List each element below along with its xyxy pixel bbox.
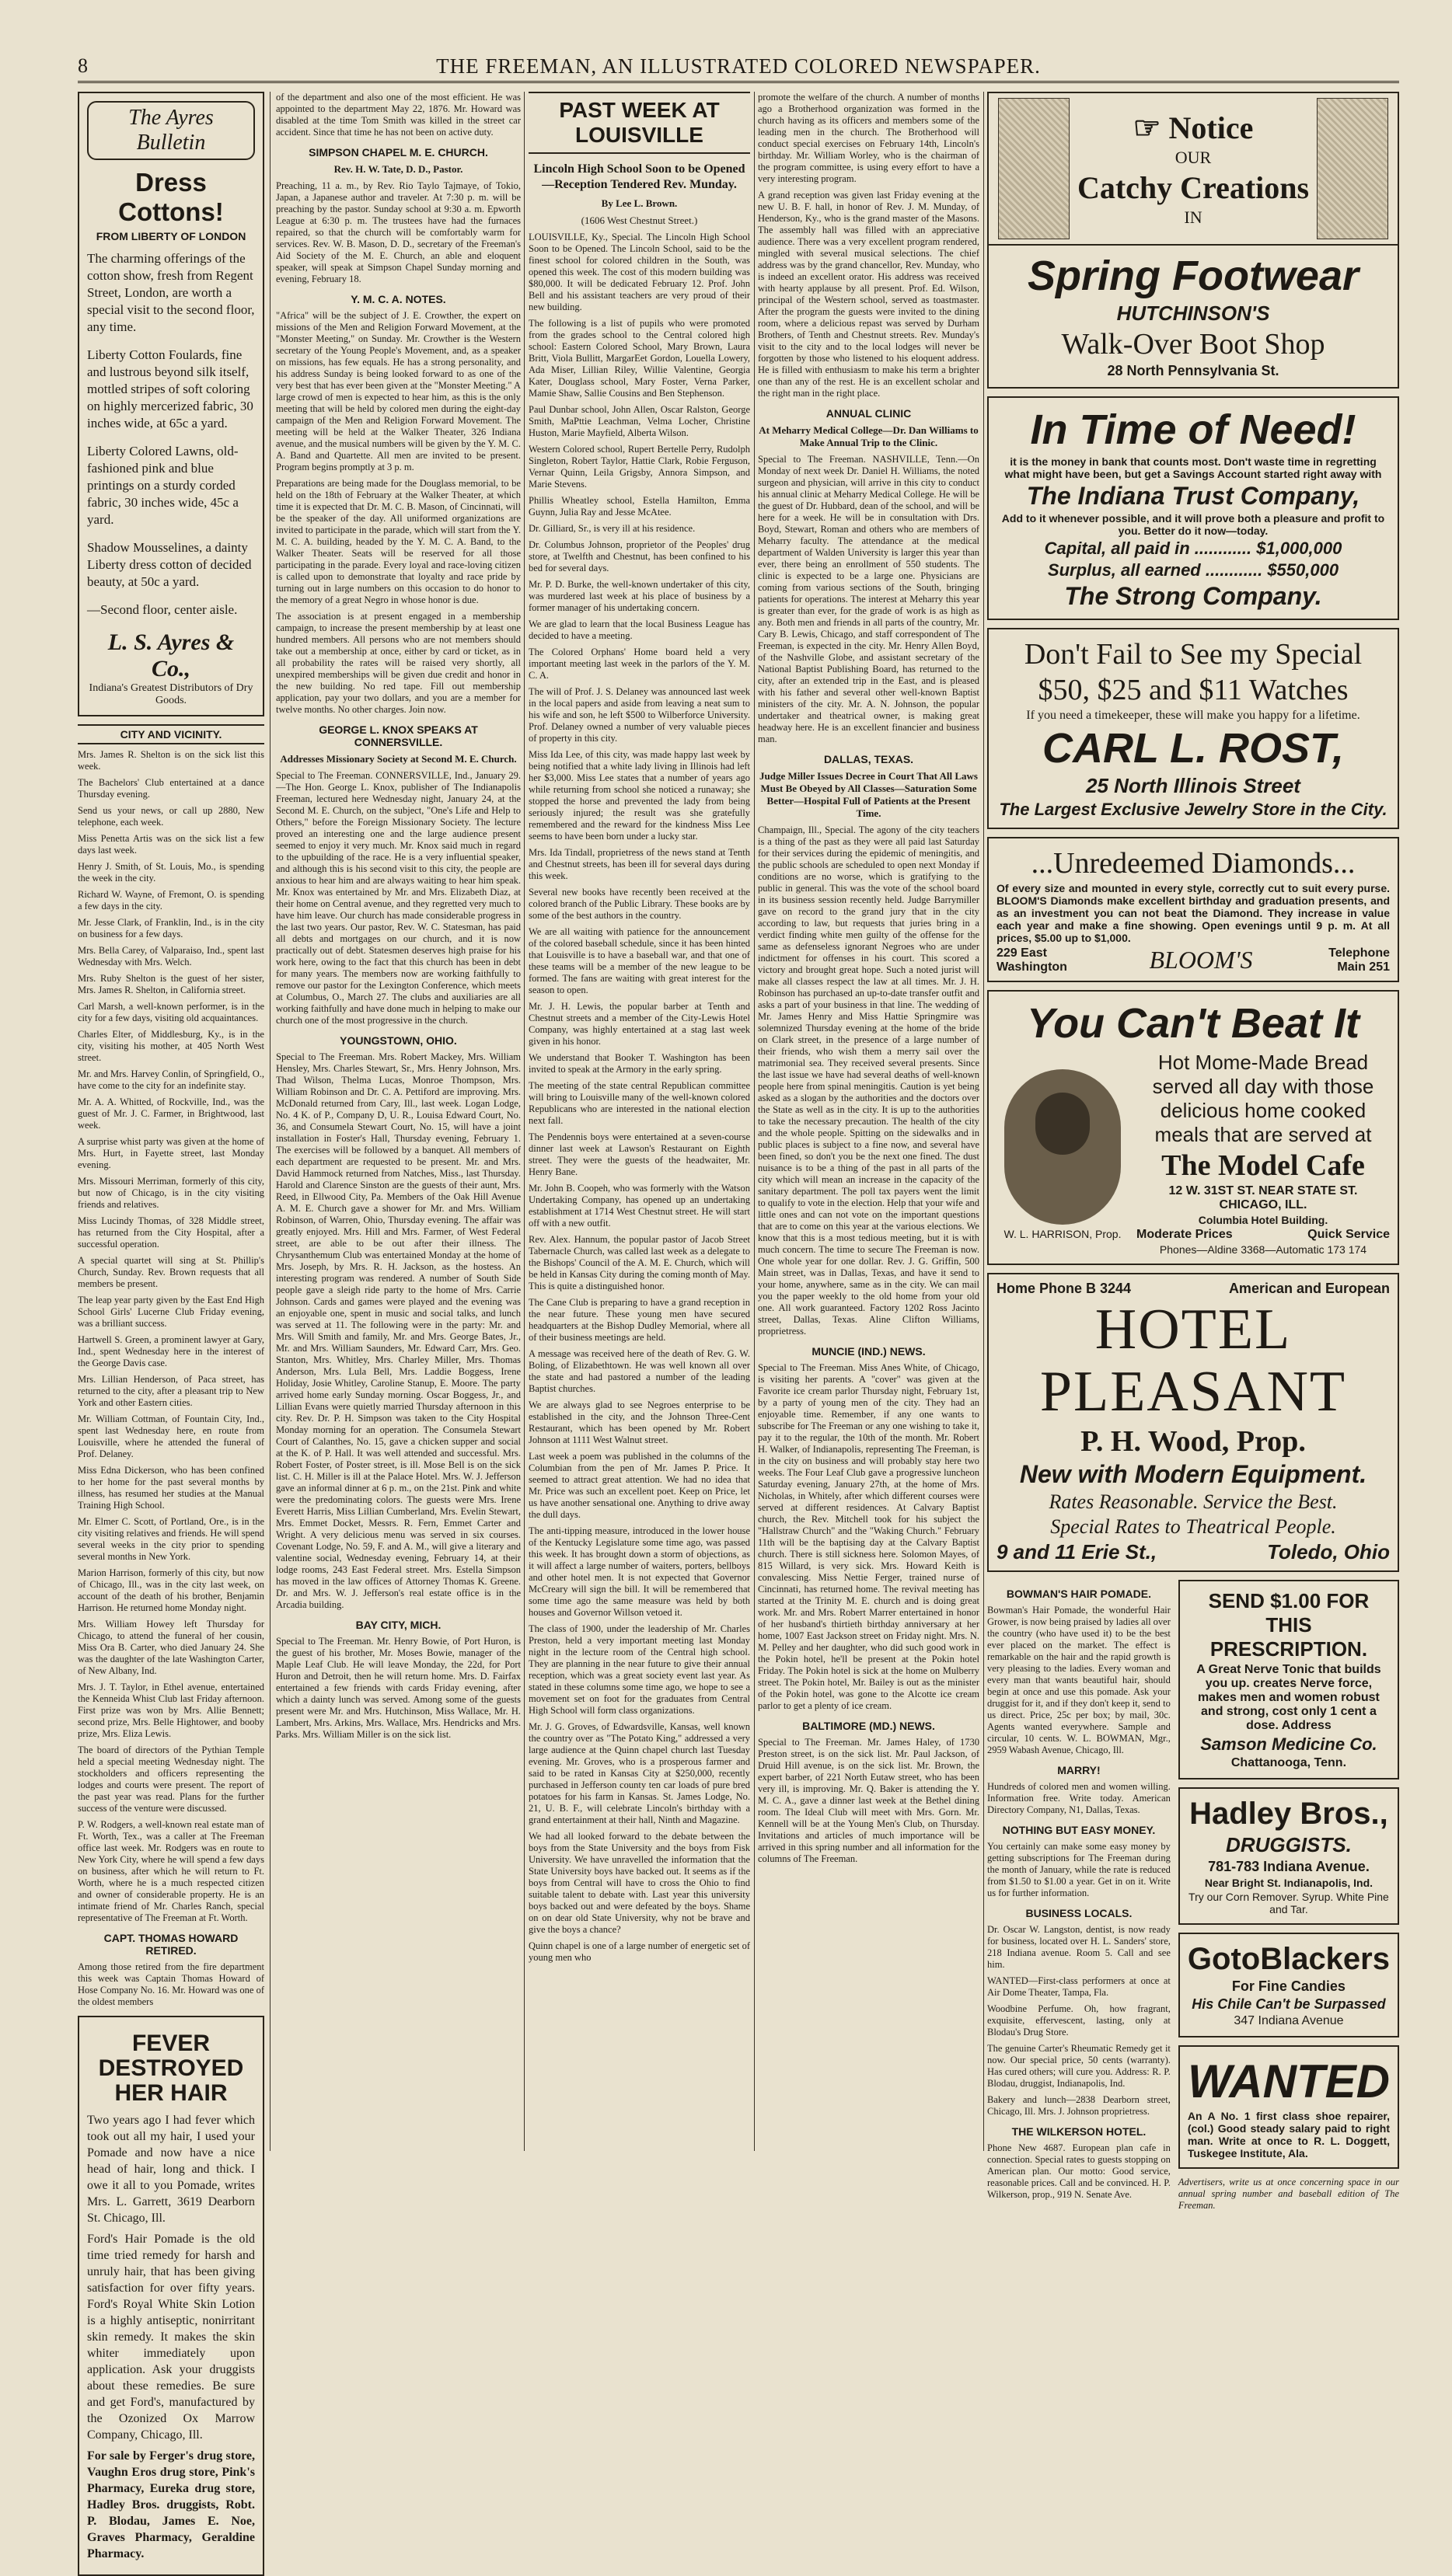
ad-headline: Spring Footwear <box>1027 253 1359 299</box>
article-text: Among those retired from the fire department this week was Captain Thomas Howard of Hose Company No. 16. Mr. Howard was one of the oldest members <box>78 1961 264 2007</box>
news-item: The Bachelors' Club entertained at a dance Thursday evening. <box>78 777 264 800</box>
column-3 <box>529 92 750 2151</box>
section-heading: CITY AND VICINITY. <box>78 724 264 744</box>
article-subheading: At Meharry Medical College—Dr. Dan Williams to Make Annual Trip to the Clinic. <box>759 424 979 448</box>
ad-text: The genuine Carter's Rheumatic Remedy get it now. Our special price, 50 cents (warranty). Has cured others; will cure you. Address: R. P. Blodau, druggist, Indianapolis, Ind. <box>987 2043 1171 2089</box>
news-item: Mrs. Ruby Shelton is the guest of her sister, Mrs. James R. Shelton, in California street. <box>78 973 264 995</box>
notice-word: Notice <box>1168 110 1254 145</box>
news-item: A message was received here of the death of Rev. G. W. Boling, of Elizabethtown. He was well known all over the state and had pastored a number of the leading Baptist churches. <box>529 1348 750 1394</box>
news-item: Several new books have recently been received at the colored branch of the Public Library. These books are by some of the best authors in the country. <box>529 887 750 921</box>
news-item: The following is a list of pupils who were promoted from the grades school to the Central colored high school: Eastern Colored School, Mary Brown, Laura Britt, Viola Bullitt, MargarEet Gordon, Louella Lowery, Ada Miser, Lillian Riley, Willie Valentine, Georgia Kater, Douglass school, Mary Foster, Verna Parker, Mamie Shaw, Sallie Cousins and Ben Stephenson. <box>529 318 750 399</box>
article-heading: SIMPSON CHAPEL M. E. CHURCH. <box>309 146 488 159</box>
news-item: Mr. William Cottman, of Fountain City, Ind., spent last Wednesday here, en route from Louisville, where he attended the funeral of Prof. Delaney. <box>78 1413 264 1459</box>
column-rule <box>270 92 271 2151</box>
ad-line: Don't Fail to See my Special <box>1024 638 1363 671</box>
news-item: Rev. Alex. Hannum, the popular pastor of Jacob Street Tabernacle Church, was called last week as a delegate to the Bishops' Council of the A. M. E. Church, which will be held in Kansas City during the coming month of May. This is quite a distinguished honor. <box>529 1234 750 1291</box>
news-item: We had all looked forward to the debate between the boys from the State University and the boys from Fisk University. We have unravelled the information that the State University boys have backed out. It seems as if the boys from Central will have to cross the Ohio to find suitable talent to debate with. Last year this university boys backed out and were defeated by the boys. Shame on on dear old State University, why not be brave and give the boys a chance? <box>529 1831 750 1935</box>
article-text: Special to The Freeman. Miss Anes White, of Chicago, is visiting her parents. A "cover" was given at the Favorite ice cream parlor Thursday night, February 1st, by a party of young men of the city. They had an enjoyable time. Remember, if any one wants to subscribe for The Freeman or any one wishing to take it, pay it to the regular, the 10th of the month. Mr. Robert H. Walker, of Indianapolis, representing The Freeman, is in the city on business and will probably stay here two weeks. The Four Leaf Club gave a progressive luncheon Saturday evening, January 27th, at the home of Mrs. Nicholas, in Whitely, after which different courses were served at different residences. At Calvary Baptist church, the Rev. Mitchell took for his subject the "Hallstraw Church" and the "Waking Church." February 11th will be the baptising day at the Calvary Baptist church. There is still sickness here. Solomon Mayes, of 815 Willard, is very sick. Mrs. Howard Keith is convalescing. Miss Nettie Ferger, trained nurse of Cincinnati, has returned home. The revival meeting has started at the Trinity M. E. church and is doing great work. Mr. and Mrs. Robert Marrer entertained in honor of her husband's thirtieth birthday anniversary at her home, 1007 East Jackson street on Friday night. Mrs. N. M. Pelley and her daughter, who did such good work in the Pokin hotel, he'll be present at the Pokin hotel Friday. The Pokin hotel is sick at the home on Mulberry street. The Pokin hotel, Mr. Bailey is out as the minister of the Pokin hotel, was gone to the Alcotte ice cream parlor to get a plenty of ice cream. <box>758 1362 979 1711</box>
blackers-candies-ad <box>1178 1933 1399 2037</box>
news-item: A surprise whist party was given at the home of Mrs. Hurt, in Fayette street, last Monday evening. <box>78 1136 264 1170</box>
fever-paragraph: Ford's Hair Pomade is the old time tried remedy for harsh and unruly hair, that has been giving satisfaction for over fifty years. Ford's Royal White Skin Lotion is a highly antiseptic, nonirritant skin remedy. It makes the skin whiter immediately upon application. Ask your druggists about these remedies. Be sure and get Ford's, manufactured by the Ozonized Ox Marrow Company, Chicago, Ill. <box>87 2233 255 2442</box>
article-text: The association is at present engaged in a membership campaign, to increase the present membership by at least one hundred members. All persons who are not members should take out a membership at once, either by card or ticket, as in all probability the rates will be raised very shortly, all unexpired memberships will be given due credit and honor in the new building. No red tape. Fill out membership application, pay your two dollars, and you are a member for twelve months. No other charges. Join now. <box>276 611 521 715</box>
ayres-paragraph: The charming offerings of the cotton show, fresh from Regent Street, London, are worth a special visit to the second floor, any time. <box>87 251 255 334</box>
ad-line: The Largest Exclusive Jewelry Store in the City. <box>999 800 1387 819</box>
news-item: Dr. Columbus Johnson, proprietor of the Peoples' drug store, at Twelfth and Chestnut, has been confined to his bed for several days. <box>529 539 750 573</box>
news-item: Mrs. Missouri Merriman, formerly of this city, but now of Chicago, is in the city visiting friends and relatives. <box>78 1176 264 1210</box>
news-item: Paul Dunbar school, John Allen, Oscar Ralston, George Smith, MaPttie Leachman, Velma Locher, Christine Huston, Marie Mayfield, Alberta Wilson. <box>529 404 750 438</box>
ad-text: Hundreds of colored men and women willing. Information free. Write today. American Directory Company, N1, Dallas, Texas. <box>987 1781 1171 1815</box>
ad-line: Surplus, all earned ............ $550,000 <box>1047 560 1339 580</box>
proprietor-portrait <box>1004 1069 1121 1225</box>
louisville-headline: PAST WEEK AT LOUISVILLE <box>529 92 750 154</box>
article-heading: Y. M. C. A. NOTES. <box>351 293 446 305</box>
samson-medicine-ad <box>1178 1580 1399 1779</box>
article-heading: DALLAS, TEXAS. <box>823 753 914 765</box>
proprietor-name: W. L. HARRISON, Prop. <box>1003 1228 1122 1240</box>
proprietor-portrait-block <box>997 1066 1129 1240</box>
ad-address: 781-783 Indiana Avenue. <box>1208 1859 1370 1874</box>
article-text: Special to The Freeman. Mr. James Haley, of 1730 Preston street, is on the sick list. Mr. Paul Jackson, of Druid Hill avenue, is on the sick list. Mr. Brown, the expert barber, of 221 North Eutaw street, who has been very ill, is improving. Mr. Q. Baker is attending the Y. M. C. A., gave a dinner last week at the Bethel dining room. The Ideal Club will meet with Mrs. Gorn. Mr. Kennell will be at the Young Men's Club, on Thursday. Invitations and articles of much importance will be arrived in this spring number and all information for the columns of The Freeman. <box>758 1737 979 1864</box>
ad-line: An A No. 1 first class shoe repairer, (col.) Good steady salary paid to right man. Write at once to R. L. Doggett, Tuskegee Institute, Ala. <box>1187 2110 1390 2159</box>
news-item: Western Colored school, Rupert Bertelle Perry, Rudolph Singleton, Robert Taylor, Hattie Clark, Robie Ferguson, Vernar Quinn, Leila Grigsby, Annora Simpson, and Marie Stevens. <box>529 444 750 490</box>
ad-line: His Chile Can't be Surpassed <box>1192 1996 1386 2012</box>
news-item: The anti-tipping measure, introduced in the lower house of the Kentucky Legislature some time ago, was passed this week. It has brought down a storm of objections, as it will affect a large number of waiters, porters, bellboys and other hotel men. It is not expected that Governor McCreary will sign the bill. It will be remembered that some time ago the same measure was held by both houses and Governor Willson vetoed it. <box>529 1525 750 1618</box>
ad-line: The Model Cafe <box>1161 1149 1365 1182</box>
ad-address: Chattanooga, Tenn. <box>1230 1756 1347 1769</box>
ad-phone: Telephone Main 251 <box>1328 946 1390 974</box>
article-text: Special to The Freeman. NASHVILLE, Tenn.—On Monday of next week Dr. Daniel H. Williams, the noted surgeon and physician, will arrive in this city to conduct his annual clinic at Meharry Medical College. He will be the guest of Dr. Hubbard, dean of the school, and will be here for a week. He will be in consultation with Drs. Boyd, Stewart, Roman and others who are members of Meharry faculty. The attendance at the medical department of Walden University is larger this year than ever, there being an enrollment of 550 students. The clinic is expected to be a large one. Physicians are coming from various sections of the South, bringing patients for operations. The interest at Meharry this year is greater than ever, for the grade of work is as high as any. Both men and friends in all parts of the country, Mr. Cary B. Lewis, Chicago, and staff correspondent of The Freeman, is expected in the city. Mr. Henry Allen Boyd, of the Nashville Globe, and assistant secretary of the National Baptist Publishing Board, has returned to the city, after an extended trip in the East, and is pleased with his father and several other well-known Baptist ministers of the city. Mr. A. N. Johnson, the popular undertaker and theatrical owner, is making great headway here. He is an excellent financier and business man. <box>758 454 979 744</box>
ad-line: $50, $25 and $11 Watches <box>1038 674 1349 706</box>
column-rule <box>754 92 755 2151</box>
ad-line: Quick Service <box>1307 1228 1390 1241</box>
ad-line: Rates Reasonable. Service the Best. <box>1049 1490 1338 1513</box>
hutchinson-footwear-ad <box>987 92 1399 246</box>
masthead <box>78 50 1399 83</box>
news-item: The Cane Club is preparing to have a grand reception in the near future. These young men have secured headquarters at the Bishop Dudley Memorial, where all of their business meetings are held. <box>529 1297 750 1343</box>
news-item: P. W. Rodgers, a well-known real estate man of Ft. Worth, Tex., was a caller at The Freeman office last week. Mr. Rodgers was en route to New York City, where he will spend a few days on business, after which he will return to Ft. Worth, where he is a much respected citizen and owner of considerable property. He is an intimate friend of Mr. Charles Ranch, special representative of The Freeman at Ft. Worth. <box>78 1819 264 1923</box>
ad-text: Dr. Oscar W. Langston, dentist, is now ready for business, located over H. L. Sanders' store, 218 Indiana avenue. Room 5. Call and see him. <box>987 1924 1171 1970</box>
article-heading: BAY CITY, MICH. <box>355 1619 442 1631</box>
ayres-advertisement <box>78 92 264 716</box>
ad-address: 25 North Illinois Street <box>1086 774 1300 797</box>
ad-heading: NOTHING BUT EASY MONEY. <box>1002 1824 1156 1836</box>
ad-headline: GotoBlackers <box>1187 1942 1390 1976</box>
fashion-figure-illustration <box>998 98 1070 239</box>
ad-line: If you need a timekeeper, these will make you happy for a lifetime. <box>1026 709 1360 722</box>
news-item: Mrs. Bella Carey, of Valparaiso, Ind., spent last Wednesday with Mrs. Welch. <box>78 945 264 967</box>
ad-address: 229 East Washington <box>997 946 1067 974</box>
article-text: Preaching, 11 a. m., by Rev. Rio Taylo Tajmaye, of Tokio, Japan, a Japanese author and traveler. At 7:30 p. m. will be preaching by the pastor. Sunday school at 9:30 a. m. Epworth League at 6:30 p. m. The trustees have had the furnaces repaired, so that the church will be comfortably warm for services. Rev. W. B. Mason, D. D., secretary of the Freeman's Aid Society of the M. E. Church, an able and eloquent speaker, will speak at Simpson Chapel Sunday morning and evening, February 18. <box>276 180 521 284</box>
ad-headline: CARL L. ROST, <box>1042 725 1344 772</box>
ad-line: IN <box>1184 207 1202 227</box>
column-2 <box>276 92 521 2151</box>
news-item: The class of 1900, under the leadership of Mr. Charles Preston, held a very important meeting last Monday night in the lecture room of the Central high school. They are planning in the near future to give their annual reception, which was a great society event last year. As stated in these columns some time ago, we hope to see a movement set on foot for the graduates from Central High School will form class organizations. <box>529 1623 750 1716</box>
ayres-signature: L. S. Ayres & Co., <box>107 629 235 681</box>
ad-line: The Strong Company. <box>1064 582 1322 610</box>
ad-address: 347 Indiana Avenue <box>1234 2014 1344 2027</box>
news-item: Last week a poem was published in the columns of the Columbian from the pen of Mr. James P. Price. It seemed to attract great attention. We had no idea that Mr. Price was such an excellent poet. Keep on Price, let us have another sensational one. Anything to drive away the dull days. <box>529 1451 750 1520</box>
carl-rost-ad <box>987 628 1399 829</box>
ayres-subhead: FROM LIBERTY OF LONDON <box>96 230 246 242</box>
ad-text: WANTED—First-class performers at once at Air Dome Theater, Tampa, Fla. <box>987 1975 1171 1998</box>
model-cafe-ad <box>987 990 1399 1265</box>
ayres-paragraph: —Second floor, center aisle. <box>87 602 238 617</box>
indiana-trust-ad <box>987 396 1399 620</box>
blooms-logo: BLOOM'S <box>1149 946 1253 974</box>
news-item: The Colored Orphans' Home board held a very important meeting last week in the parlors of the Y. M. C. A. <box>529 647 750 681</box>
ad-headline: ...Unredeemed Diamonds... <box>1031 847 1356 880</box>
news-item: Mrs. J. T. Taylor, in Ethel avenue, entertained the Kenneida Whist Club last Friday afternoon. First prize was won by Mrs. Allie Bennett; second prize, Mrs. Belle Hightower, and booby prize, Mrs. Eliza Lewis. <box>78 1682 264 1739</box>
news-item: Mrs. James R. Shelton is on the sick list this week. <box>78 749 264 772</box>
news-item: The Pendennis boys were entertained at a seven-course dinner last week at Lawson's Restaurant on Eighth street. They were the guests of the headwaiter, Mr. Henry Bane. <box>529 1131 750 1177</box>
notice-heading: ☞ Notice <box>1133 110 1254 145</box>
louisville-subheading: Lincoln High School Soon to be Opened—Reception Tendered Rev. Munday. <box>533 162 745 191</box>
ad-text: Phone New 4687. European plan cafe in connection. Special rates to guests stopping on American plan. Our motto: Good service, reasonable prices. Call and be convinced. H. P. Wilkerson, prop., 919 N. Senate Ave. <box>987 2142 1171 2200</box>
news-item: Mrs. William Howey left Thursday for Chicago, to attend the funeral of her cousin, Miss Ora B. Carter, who died January 24. She was the daughter of the late Washington Carter, of New Albany, Ind. <box>78 1619 264 1676</box>
hadley-bros-ad <box>1178 1787 1399 1925</box>
blooms-diamonds-ad <box>987 837 1399 982</box>
news-item: Mr. Elmer C. Scott, of Portland, Ore., is in the city visiting relatives and friends. He will spend several weeks in the city prior to spending several months in New York. <box>78 1516 264 1562</box>
ad-text: Bowman's Hair Pomade, the wonderful Hair Grower, is now being praised by ladies all over the country (who have used it) to be the best ever placed on the market. The effect is remarkable on the hair and the rapid growth is very pleasing to the ladies. Every woman and every man that wants beautiful hair, should begin at once and use this pomade. Ask your druggist for it, and if they don't keep it, send to us direct. Price, 25c per box; by mail, 30c. Agents wanted everywhere. Sample and circular, 10 cents. W. L. BOWMAN, Mgr., 2959 Wabash Avenue, Chicago, Ill. <box>987 1605 1171 1755</box>
article-text: Special to The Freeman. Mr. Henry Bowie, of Port Huron, is the guest of his brother, Mr. Moses Bowie, manager of the Maple Leaf Club. He will leave Monday, the 22d, for Port Huron and Detroit, then he will return home. Mrs. D. Fairfax entertained a few friends with cards Friday evening, after which a dainty lunch was served. Among some of the guests present were Mr. and Mrs. Hutchinson, Miss Wallace, Mr. H. Lambert, Mrs. Arkins, Mrs. Wallace, Mrs. Hendricks and Mrs. Parks. Mrs. William Miller is on the sick list. <box>276 1636 521 1740</box>
ayres-headline: Dress Cottons! <box>118 168 224 226</box>
classified-right-column <box>1178 1580 1399 2216</box>
ad-line: Try our Corn Remover. Syrup. White Pine and Tar. <box>1188 1891 1389 1915</box>
ad-line: Moderate Prices <box>1136 1228 1233 1241</box>
news-item: LOUISVILLE, Ky., Special. The Lincoln High School Soon to be Opened. The Lincoln School, said to be the finest school for colored children in the South, was opened this week. The cost of this modern building was $80,000. It will be dedicated February 12. Prof. John Bell and his assistant teachers are very proud of their new building. <box>529 232 750 312</box>
news-item: Phillis Wheatley school, Estella Hamilton, Emma Guynn, Julia Ray and Jesse McAtee. <box>529 495 750 518</box>
ad-heading: BUSINESS LOCALS. <box>1025 1907 1133 1919</box>
column-4 <box>758 92 979 2151</box>
ad-phone: Phones—Aldine 3368—Automatic 173 174 <box>1159 1243 1367 1256</box>
cafe-content <box>997 1049 1390 1257</box>
news-item: Quinn chapel is one of a large number of energetic set of young men who <box>529 1940 750 1963</box>
ad-line: The Indiana Trust Company, <box>1026 482 1360 510</box>
ad-line: Columbia Hotel Building. <box>1198 1214 1328 1226</box>
ad-line: For Fine Candies <box>1231 1978 1346 1994</box>
news-item: Carl Marsh, a well-known performer, is in the city for a few days, visiting old acquaintances. <box>78 1001 264 1023</box>
ayres-paragraph: Shadow Mousselines, a dainty Liberty dress cotton of decided beauty, at 50c a yard. <box>87 540 252 589</box>
ad-headline: SEND $1.00 FOR THIS PRESCRIPTION. <box>1208 1589 1370 1661</box>
louisville-news-list <box>529 232 750 1964</box>
ad-heading: MARRY! <box>1057 1764 1101 1776</box>
ad-headline: Hadley Bros., <box>1189 1797 1388 1831</box>
ad-text: Bakery and lunch—2838 Dearborn street, Chicago, Ill. Mrs. J. Johnson proprietress. <box>987 2094 1171 2117</box>
ad-line: New with Modern Equipment. <box>1019 1460 1367 1488</box>
advertisers-notice: Advertisers, write us at once concerning space in our annual spring number and baseball edition of The Freeman. <box>1178 2177 1399 2211</box>
byline: By Lee L. Brown. <box>601 197 678 209</box>
news-item: Dr. Gilliard, Sr., is very ill at his residence. <box>529 523 696 534</box>
classified-ads-grid <box>987 1580 1399 2216</box>
news-item: We are glad to learn that the local Business League has decided to have a meeting. <box>529 619 750 641</box>
ad-heading: BOWMAN'S HAIR POMADE. <box>1006 1588 1151 1600</box>
ad-line: Of every size and mounted in every style, correctly cut to suit every purse. BLOOM'S Diamonds make excellent birthday and graduation presents, and as an investment you can not beat the Diamond. They increase in value each year and make a fine showing. Open evenings until 9 p. m. At all prices, $5.00 up to $1,000. <box>997 882 1390 944</box>
news-item: The leap year party given by the East End High School Girls' Lucerne Club Friday evening, was a brilliant success. <box>78 1295 264 1329</box>
city-news-list <box>78 749 264 1924</box>
fever-paragraph: For sale by Ferger's drug store, Vaughn Eros drug store, Pink's Pharmacy, Eureka drug store, Hadley Bros. druggists, Robt. P. Blodau, James E. Noe, Graves Pharmacy, Geraldine Pharmacy. <box>87 2449 255 2560</box>
hotel-pleasant-ad <box>987 1273 1399 1572</box>
ad-line: Samson Medicine Co. <box>1200 1734 1377 1754</box>
news-item: Hartwell S. Green, a prominent lawyer at Gary, Ind., spent Wednesday here in the interest of the George Davis case. <box>78 1334 264 1368</box>
ad-line: HUTCHINSON'S <box>1116 302 1270 325</box>
news-item: Mr. A. A. Whitted, of Rockville, Ind., was the guest of Mr. J. C. Farmer, in Brightwood, last week. <box>78 1096 264 1131</box>
article-text: Champaign, Ill., Special. The agony of the city teachers is a thing of the past as they were all paid last Saturday for their services during the epidemic of meningitis, and the public schools are scheduled to open next Monday if conditions are no worse, which is gratifying to the public in general. This was the vote of the school board in its business session recently held. Judge Barrymiller gave on record to the grand jury that in the city according to law, but requests that juries bring in a verdict finding white men guilty of the offense for the same as defenseless ignorant Negroes who are under indictment for offenses in his court. This scored a victory and brought great hope. Such a noted jurist will make all classes respect the law at all times. Mr. J. H. Robinson has purchased an up-to-date transfer outfit and asks a part of your business in that line. The wedding of Mr. James Henry and Miss Hattie Springmire was solemnized Thursday evening at the home of the bride on Clark street, in the presence of a large number of their friends, who wish them a merry sail over the matrimonial sea. They received several presents. Since the last issue we have had several deaths of well-known people here from spinal meningitis. Caution is yet being asked as a slogan by the authorities and the doctors over the State as well as in the city. It is up to the authorities to take the necessary precaution. The health of the city and the whole people. Spitting on the sidewalks and in public places is subject to a fine now, and several have been fined, so don't you be the next one fined. The dust nuisance is to be a thing of the past in all parts of the city which will mean an increase in the capacity of the sanitary department. The poll tax payers went the limit to qualify to vote in the election. Help that your wife and little ones and can not vote on the important questions that are to come on this year at the various elections. We know that this is a most tedious meeting, but it is with much concern. The time to secure The Freeman is now. One whole year for one dollar. Rev. J. G. Griffin, 500 Main street, was in Dallas, Texas, and have it send to your home, anywhere, same as in the city. We can mail you the paper weekly to the old home from your old one. All work guaranteed. Factory 1202 Ross Jacinto street, Dallas, Texas. Aline Clifton Williams, proprietress. <box>758 824 979 1337</box>
ad-line: Hot Mome-Made Bread served all day with those delicious home cooked meals that are served at <box>1152 1051 1374 1146</box>
ayres-paragraph: Liberty Cotton Foulards, fine and lustrous beyond silk itself, mottled stripes of soft coloring on highly mercerized fabric, 30 inches wide, at 65c a yard. <box>87 347 253 430</box>
news-item: Mr. J. H. Lewis, the popular barber at Tenth and Chestnut streets and a member of the City-Lewis Hotel Company, was highly entertained at a stag last week given in his honor. <box>529 1001 750 1047</box>
fashion-figure-illustration <box>1317 98 1388 239</box>
ad-line: P. H. Wood, Prop. <box>1080 1425 1306 1458</box>
article-heading: CAPT. THOMAS HOWARD RETIRED. <box>103 1932 239 1957</box>
ad-headline: In Time of Need! <box>1030 406 1356 453</box>
article-text: A grand reception was given last Friday evening at the new U. B. F. hall, in honor of Rev. J. M. Munday, of Henderson, Ky., who is the grand master of the Masons. The assembly hall was filled with an appreciative audience. There was a very excellent program rendered, mingled with several musical selections. The chief address was by the grand chancellor, Rev. Munday, who is indeed an excellent orator. His address was received with hearty applause by all present. Prof. Ed. Wilson, principal of the Western school, served as toastmaster. After the program the guests were invited to the dining room, where a delicious repast was served by Durham Brothers, of Tenth and Chestnut streets. Rev. Munday's visit to the city and to the local lodges will never be forgotten by those who listened to his eloquent address. He is filled with enthusiasm to make his term a brighter one than any of the rest. He is an excellent scholar and the right man in the right place. <box>758 190 979 399</box>
news-item: Miss Edna Dickerson, who has been confined to her home for the past several months by illness, has resumed her studies at the Manual Training High School. <box>78 1465 264 1511</box>
news-item: We are always glad to see Negroes enterprise to be established in the city, and the Johnson Three-Cent Restaurant, which has been opened by Mr. Robert Johnson at 1111 West Walnut street. <box>529 1400 750 1445</box>
classified-left-column <box>987 1580 1171 2216</box>
byline-address: (1606 West Chestnut Street.) <box>581 214 698 226</box>
ad-line: Add to it whenever possible, and it will prove both a pleasure and profit to you. Better do it now—today. <box>1001 512 1385 537</box>
article-subheading: Addresses Missionary Society at Second M. E. Church. <box>280 753 517 765</box>
article-heading: GEORGE L. KNOX SPEAKS AT CONNERSVILLE. <box>319 723 478 748</box>
ad-headline: WANTED <box>1187 2055 1390 2107</box>
ad-line: Capital, all paid in ............ $1,000,000 <box>1044 539 1342 558</box>
news-item: Mr. John B. Coopeh, who was formerly with the Watson Undertaking Company, has opened up an undertaking establishment at 1714 West Chestnut street. He will start off with a new outfit. <box>529 1183 750 1229</box>
article-text: "Africa" will be the subject of J. E. Crowther, the expert on missions of the Men and Religion Forward Movement, at the "Monster Meeting," on Sunday. Mr. Crowther is the Western secretary of the Young People's Movement, and, as a speaker on missions, has few equals. He has a strong personality, and his address Sunday is being looked forward to as one of the very best that has ever been given at the "Monster Meeting." A large crowd of men is expected to hear him, as this is the only meeting that will be held by colored men during the eight-day campaign of the Men and Religion Forward Movement. The meeting will be held at the Walker Theater, 326 Indiana avenue, and the musical numbers will be given by the Y. M. C. A. Band and Quartette. All men are invited to be present. Program begins promptly at 3 p. m. <box>276 310 521 472</box>
article-text: Special to The Freeman. CONNERSVILLE, Ind., January 29.—The Hon. George L. Knox, publisher of The Indianapolis Freeman, lectured here Wednesday night, January 24, at the Second M. E. Church, on the subject, "One's Life and Help to Others," before the Foreign Missionary Society. The lecture proved an interesting one and the large audience present seemed to enjoy it very much. Mr. Knox said much in regard to the upbuilding of the race. He is a very influential speaker, and although this is his second visit to this city, the people are anxious to hear him and are always waiting to hear him speak. Mr. Knox was entertained by Mr. and Mrs. Elizabeth Diaz, at their home on Central avenue, and they regretted very much to have him leave. Our church has made considerable progress in the last two years. Our pastor, Rev. W. C. Statesman, has paid all debts and mortgages on our church, and it is now practically out of debt. Statesmen deserves high praise for his work here, owing to the fact that this church has been in debt for many years. The members now are working faithfully to remove our pastor for the Lexington Conference, which meets at Columbus, O., March 27. The clubs and auxiliaries are all working faithfully and have done much in helping to make our church one of the most progressive in the church. <box>276 770 521 1026</box>
article-heading: ANNUAL CLINIC <box>825 407 912 420</box>
fever-advertisement <box>78 2016 264 2576</box>
ayres-paragraph: Liberty Colored Lawns, old-fashioned pink and blue printings on a sturdy corded fabric, 30 inches wide, 45c a yard. <box>87 444 239 527</box>
ad-text: Woodbine Perfume. Oh, how fragrant, exquisite, effervescent, lasting, only at Blodau's Drug Store. <box>987 2003 1171 2037</box>
ad-phone: Home Phone B 3244 <box>997 1281 1132 1296</box>
column-1 <box>78 92 264 2560</box>
news-item: Mrs. Ida Tindall, proprietress of the news stand at Tenth and Chestnut streets, has been ill for several days during this week. <box>529 847 750 881</box>
ad-line: it is the money in bank that counts most. Don't waste time in regretting what might have been, but get a Savings Account started right away with <box>1004 455 1382 480</box>
news-item: Charles Elter, of Middlesburg, Ky., is in the city, visiting his mother, at 405 North West street. <box>78 1029 264 1063</box>
article-text: Special to The Freeman. Mrs. Robert Mackey, Mrs. William Hensley, Mrs. Charles Stewart, Sr., Mrs. Henry Johnson, Mrs. Thad Wilson, Thelma Lucas, Monroe Thompson, Mrs. William Robinson and Dr. C. A. Pettiford are improving. Mrs. McDonald returned from Cary, Ill., last week. Logan Lodge, No. 4 K. of P., Company D, U. R., Louisa Edward Court, No. 36, and Consumela Stewart Court, No. 15, will have a joint installation in Foster's Hall, Thursday evening, February 1. The exercises will be followed by a banquet. All members of each department are requested to be present. Mr. and Mrs. David Hammock returned from Natches, Miss., last Thursday. Harold and Clarence Sinston are the guests of their aunt, Mrs. Reed, in Ellwood City, Pa. Members of the Oak Hill Avenue A. M. E. Church gave a shower for Mr. and Mrs. William Robinson, of Warren, Ohio, Thursday evening. The affair was greatly enjoyed. Mrs. Hill and Mrs. Farmer, of West Federal street, are able to be out after their illness. The Chrysanthemum Club was entertained Monday at the home of Mrs. Joseph, by Mrs. R. H. Jackson, as the hostess. An interesting program was rendered. A number of South Side people gave a sleigh ride party to the home of Mrs. Carrie Johnson. Cards and games were played and the evening was an enjoyable one, spent in music and social talks, and lunch was served at 11. The following were in the party: Mr. and Mrs. Will Smith and family, Mr. and Mrs. George Bates, Jr., Mr. and Mrs. William Saunders, Mr. Edward Carr, Mrs. Geo. Stanton, Mrs. Whitley, Mrs. Charley Miller, Mrs. Thomas Anderson, Mrs. Lula Bell, Mrs. Laddie Boggess, Irene Holiday, Josie Whitley, Caroline Stanup, E. Moore. The party arrived home early Sunday morning. Oscar Boggess, Jr., and Lillian Evans were quietly married Thursday afternoon in this city. Rev. Dr. P. H. Simpson was taken to the City Hospital Monday morning for an operation. The Consumela Stewart Court of Calanthes, No. 15, gave a chicken supper and social at the K. of P. Hall. It was well attended and successful. Mrs. Robert Foster, of Poster street, is ill. Mose Bell is on the sick list. C. H. Miller is ill at the Palace Hotel. Mrs. W. J. Jefferson gave an informal dinner at 6 p. m., on the 21st. Pink and white were the predominating colors. The guests were Mrs. Irene Everett Harris, Miss Lillian Cumberland, Mrs. Evelin Stewart, Mrs. Emmet Docket, Messrs. R. Fern, Emmet Carter and Wright. A very delicious menu was served in six courses. Covenant Lodge, No. 59, F. and A. M., will give a literary and valentine social, Wednesday evening, February 14, at their lodge rooms, 243 East Federal street. Mrs. Estella Simpson has moved in the law offices of Attorney Thomas K. Greene. Dr. and Mrs. W. J. Jefferson's real estate office is in the Arcadia building. <box>276 1051 521 1610</box>
news-item: The will of Prof. J. S. Delaney was announced last week in the local papers and aside from leaving a neat sum to his wife and son, he left $500 to Wilberforce University. Prof. Delaney owned a number of very valuable pieces of property in this city. <box>529 686 750 744</box>
ad-text: You certainly can make some easy money by getting subscriptions for The Freeman during the month of January, while the rate is reduced from $1.50 to $1.00 a year. Get in on it. Write us for further information. <box>987 1841 1171 1898</box>
news-item: The board of directors of the Pythian Temple held a special meeting Wednesday night. The stockholders and officers representing the lodges and courts were present. The report of the past year was read. Plans for the further success of the venture were discussed. <box>78 1745 264 1814</box>
news-item: Miss Lucindy Thomas, of 328 Middle street, has returned from the City Hospital, after a successful operation. <box>78 1215 264 1250</box>
article-text: of the department and also one of the most efficient. He was appointed to the department May 22, 1876. Mr. Howard was disabled at the time Tom Smith was killed in the street car accident. Since that time he has not been on active duty. <box>276 92 521 138</box>
column-rule <box>983 92 984 2151</box>
news-item: Mrs. Lillian Henderson, of Paca street, has returned to the city, after a pleasant trip to New York and other Eastern cities. <box>78 1374 264 1408</box>
ad-line: DRUGGISTS. <box>1226 1833 1352 1856</box>
fever-headline: FEVER DESTROYED HER HAIR <box>98 2030 244 2106</box>
ad-line: OUR <box>1175 148 1212 167</box>
fever-paragraph: Two years ago I had fever which took out all my hair, I used your Pomade and now have a nice head of hair, long and thick. I owe it all to you Pomade, writes Mrs. L. Garrett, 3619 Dearborn St. Chicago, Ill. <box>87 2114 255 2225</box>
page-number: 8 <box>78 54 88 77</box>
walkover-ad <box>987 244 1399 389</box>
ad-line: American and European <box>1228 1281 1390 1296</box>
news-item: Henry J. Smith, of St. Louis, Mo., is spending the week in the city. <box>78 861 264 884</box>
article-heading: BALTIMORE (MD.) NEWS. <box>802 1720 935 1732</box>
ad-line: Catchy Creations <box>1077 170 1310 205</box>
ad-headline: You Can't Beat It <box>1027 1000 1360 1047</box>
column-rule <box>524 92 525 2151</box>
article-heading: MUNCIE (IND.) NEWS. <box>812 1345 926 1358</box>
article-text: Preparations are being made for the Douglass memorial, to be held on the 18th of February at the Walker Theater, at which time it is expected that Dr. M. C. B. Mason, of Cincinnati, will be the speaker of the day. All uniformed organizations are invited to participate in the parade, which will start from the Y. M. C. A. building, headed by the Y. M. C. A. Band, to the Walker Theater. Seats will be reserved for all those participating in the parade. Every loyal and race-loving citizen is called upon to demonstrate that loyalty and race pride by turning out in large numbers on this occasion to do honor to the memory of a great Negro in whose honor is due. <box>276 478 521 605</box>
news-item: Marion Harrison, formerly of this city, but now of Chicago, Ill., was in the city last week, on account of the death of his brother, Benjamin Harrison. He returned home Monday night. <box>78 1567 264 1613</box>
article-subheading: Judge Miller Issues Decree in Court That All Laws Must Be Obeyed by All Classes—Saturation Some Better—Hospital Full of Patients at the Present Time. <box>759 770 978 819</box>
ad-line: A Great Nerve Tonic that builds you up. creates Nerve force, makes men and women robust and strong, cost only 1 cent a dose. Address <box>1196 1663 1381 1732</box>
ad-address: 28 North Pennsylvania St. <box>1107 363 1279 378</box>
cafe-text <box>1136 1049 1390 1257</box>
wanted-ad <box>1178 2045 1399 2169</box>
ad-line: Special Rates to Theatrical People. <box>1050 1515 1336 1538</box>
article-subheading: Rev. H. W. Tate, D. D., Pastor. <box>333 163 463 175</box>
news-item: Send us your news, or call up 2880, New telephone, each week. <box>78 805 264 828</box>
ad-line: Near Bright St. Indianapolis, Ind. <box>1204 1877 1373 1889</box>
ayres-bulletin-logo: The Ayres Bulletin <box>87 101 255 160</box>
news-item: Richard W. Wayne, of Fremont, O. is spending a few days in the city. <box>78 889 264 912</box>
ad-headline: HOTEL PLEASANT <box>1039 1298 1347 1424</box>
news-item: Mr. P. D. Burke, the well-known undertaker of this city, was murdered last week at his place of business by a former manager of his undertaking concern. <box>529 579 750 613</box>
advertisements-column <box>987 92 1399 2211</box>
article-heading: YOUNGSTOWN, OHIO. <box>340 1034 457 1047</box>
article-text: promote the welfare of the church. A number of months ago a Brotherhood organization was formed in the church having as its officers and members some of the leading men in the church. The Brotherhood will conduct special exercises on February 14th, Lincoln's birthday. Mr. William Worley, who is the chairman of the program committee, is using every effort to have a very interesting program. <box>758 92 979 184</box>
news-item: The meeting of the state central Republican committee will bring to Louisville many of the well-known colored Republicans who are interested in the national election next fall. <box>529 1080 750 1126</box>
newspaper-title: THE FREEMAN, AN ILLUSTRATED COLORED NEWSPAPER. <box>436 54 1041 78</box>
ad-heading: THE WILKERSON HOTEL. <box>1011 2125 1147 2138</box>
news-item: Mr. and Mrs. Harvey Conlin, of Springfield, O., have come to the city for an indefinite stay. <box>78 1068 264 1091</box>
ad-address: 12 W. 31ST ST. NEAR STATE ST. CHICAGO, ILL. <box>1168 1184 1358 1211</box>
news-item: Miss Penetta Artis was on the sick list a few days last week. <box>78 833 264 856</box>
news-item: We understand that Booker T. Washington has been invited to speak at the Armory in the early spring. <box>529 1052 750 1075</box>
ad-line: Walk-Over Boot Shop <box>1061 328 1325 361</box>
news-item: Mr. Jesse Clark, of Franklin, Ind., is in the city on business for a few days. <box>78 917 264 939</box>
news-item: Miss Ida Lee, of this city, was made happy last week by being notified that a white lady living in Illinois had left her $3,000. Miss Lee states that a number of years ago while returning from school she noticed a runaway; she stopped the horse and prevented the lady from being seriously injured; the result was she gratefully remembered and the reward for the kindness Miss Lee seems to have been born under a lucky star. <box>529 749 750 842</box>
news-item: We are all waiting with patience for the announcement of the colored baseball schedule, since it has been hinted that Louisville is to have a baseball war, and that one of these teams will be a member of the new league to be formed. The fans are waiting with great interest for the season to open. <box>529 926 750 995</box>
ayres-tagline: Indiana's Greatest Distributors of Dry Goods. <box>89 682 253 706</box>
news-item: Mr. J. G. Groves, of Edwardsville, Kansas, well known the country over as "The Potato King," addressed a very large audience at the Quinn chapel church last Tuesday evening. Mr. Groves, who is a prosperous farmer and said to be rated in Kansas City at $250,000, recently purchased in Jefferson county ten car loads of pure bred potatoes for his farm in Kansas. St. James Lodge, No. 21, U. B. F., will celebrate Lincoln's birthday with a grand entertainment at their hall, Ninth and Magazine. <box>529 1721 750 1825</box>
ad-address: 9 and 11 Erie St., <box>997 1540 1157 1563</box>
ad-address: Toledo, Ohio <box>1267 1540 1390 1563</box>
news-item: A special quartet will sing at St. Phillip's Church, Sunday. Rev. Brown requests that all members be present. <box>78 1255 264 1289</box>
